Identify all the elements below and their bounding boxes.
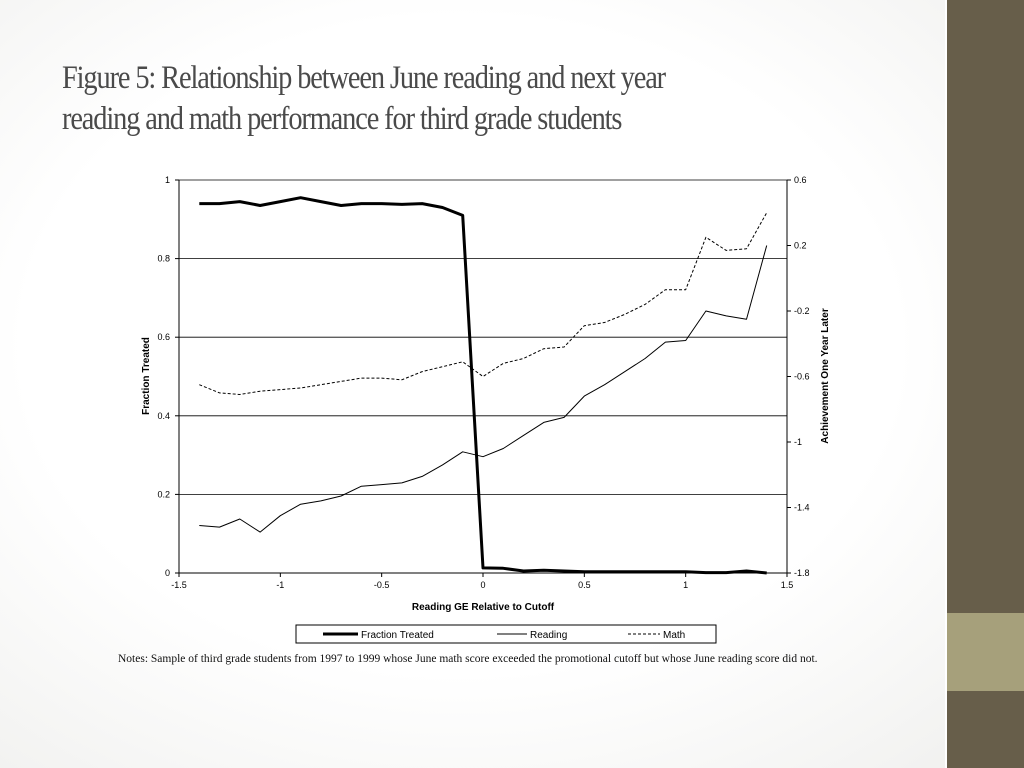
title-line-1: Figure 5: Relationship between June reading and next year	[62, 60, 666, 96]
figure-notes: Notes: Sample of third grade students from 1997 to 1999 whose June math score exceeded the promotional cutoff but whose June reading score did not.	[118, 653, 818, 665]
legend-label-reading: Reading	[530, 630, 568, 641]
y-right-tick-label: -0.6	[794, 371, 810, 382]
y-left-tick-label: 0.4	[157, 410, 170, 421]
x-tick-label: -1.5	[171, 580, 187, 590]
y-right-tick-label: -1	[794, 437, 803, 447]
side-band-bottom	[947, 691, 1024, 768]
x-tick-label: 1	[683, 580, 689, 590]
x-axis-label: Reading GE Relative to Cutoff	[411, 602, 555, 613]
y-left-tick-label: 0	[164, 568, 170, 578]
legend-label-math: Math	[663, 630, 686, 641]
x-tick-label: 0	[480, 580, 486, 590]
title-line-2: reading and math performance for third grade students	[62, 101, 622, 137]
y-axis-label-left: Fraction Treated	[141, 337, 152, 415]
x-tick-label: -0.5	[373, 580, 390, 590]
x-tick-label: 0.5	[578, 580, 591, 590]
y-right-tick-label: -1.4	[794, 502, 810, 513]
side-band-accent	[947, 613, 1024, 691]
legend	[296, 625, 716, 643]
y-axis-label-right: Achievement One Year Later	[820, 308, 831, 444]
legend-label-fraction-treated: Fraction Treated	[361, 630, 434, 641]
y-left-tick-label: 0.8	[157, 253, 170, 264]
y-right-tick-label: -1.8	[794, 568, 810, 578]
y-left-tick-label: 0.2	[157, 489, 170, 500]
series-line-fraction-treated	[199, 198, 766, 573]
x-tick-label: 1.5	[780, 580, 794, 590]
series-line-math	[199, 213, 766, 395]
y-left-tick-label: 1	[164, 175, 170, 185]
y-right-tick-label: 0.6	[794, 175, 807, 185]
y-right-tick-label: 0.2	[794, 240, 807, 251]
y-right-tick-label: -0.2	[794, 306, 810, 316]
side-band-top	[947, 0, 1024, 613]
x-tick-label: -1	[276, 580, 285, 590]
y-left-tick-label: 0.6	[157, 332, 170, 343]
